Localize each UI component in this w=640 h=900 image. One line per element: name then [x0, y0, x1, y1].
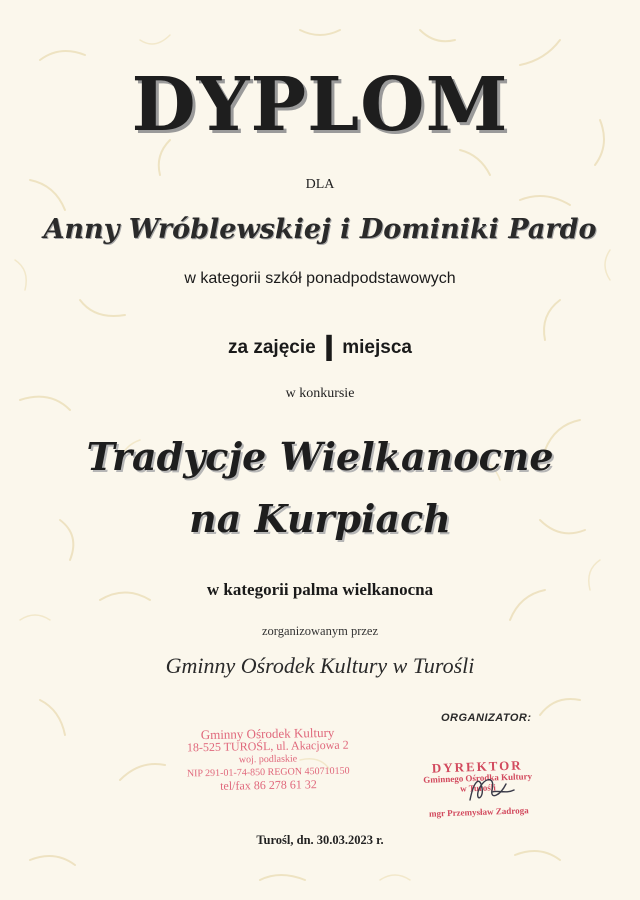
- stamp-line-2: 18-525 TUROŚL, ul. Akacjowa 2: [186, 737, 349, 755]
- date-line: Turośl, dn. 30.03.2023 r.: [256, 833, 384, 847]
- school-category: w kategorii szkół ponadpodstawowych: [184, 270, 456, 287]
- contest-title-line2: na Kurpiach: [189, 496, 451, 541]
- stamp-line-4: NIP 291-01-74-850 REGON 450710150: [186, 765, 350, 780]
- place-number: I: [323, 328, 335, 370]
- organizer-name: Gminny Ośrodek Kultury w Turośli: [165, 653, 475, 678]
- contest-title-line1: Tradycje Wielkanocne: [86, 434, 554, 479]
- director-stamp-place: w Turośli: [460, 782, 496, 794]
- for-label: DLA: [305, 177, 335, 192]
- director-signature: [462, 770, 522, 810]
- contest-category: w kategorii palma wielkanocna: [206, 580, 434, 599]
- place-prefix: za zajęcie: [228, 337, 316, 358]
- stamp-line-1: Gminny Ośrodek Kultury: [200, 724, 335, 743]
- stamp-line-5: tel/fax 86 278 61 32: [220, 777, 317, 793]
- place-suffix: miejsca: [342, 337, 412, 358]
- recipient-names: Anny Wróblewskiej i Dominiki Pardo: [43, 214, 597, 245]
- director-stamp-institution: Gminnego Ośrodka Kultury: [423, 771, 533, 785]
- place-line: [0, 328, 640, 371]
- director-stamp-title: DYREKTOR: [431, 757, 523, 776]
- institution-stamp: [162, 725, 373, 794]
- stamp-line-3: woj. podlaskie: [238, 753, 298, 766]
- director-stamp-name: mgr Przemysław Zadroga: [428, 805, 529, 819]
- organizer-label: ORGANIZATOR:: [441, 712, 532, 724]
- diploma-title: DYPLOM: [131, 62, 509, 148]
- contest-label: w konkursie: [285, 386, 355, 401]
- organized-by-label: zorganizowanym przez: [261, 624, 379, 638]
